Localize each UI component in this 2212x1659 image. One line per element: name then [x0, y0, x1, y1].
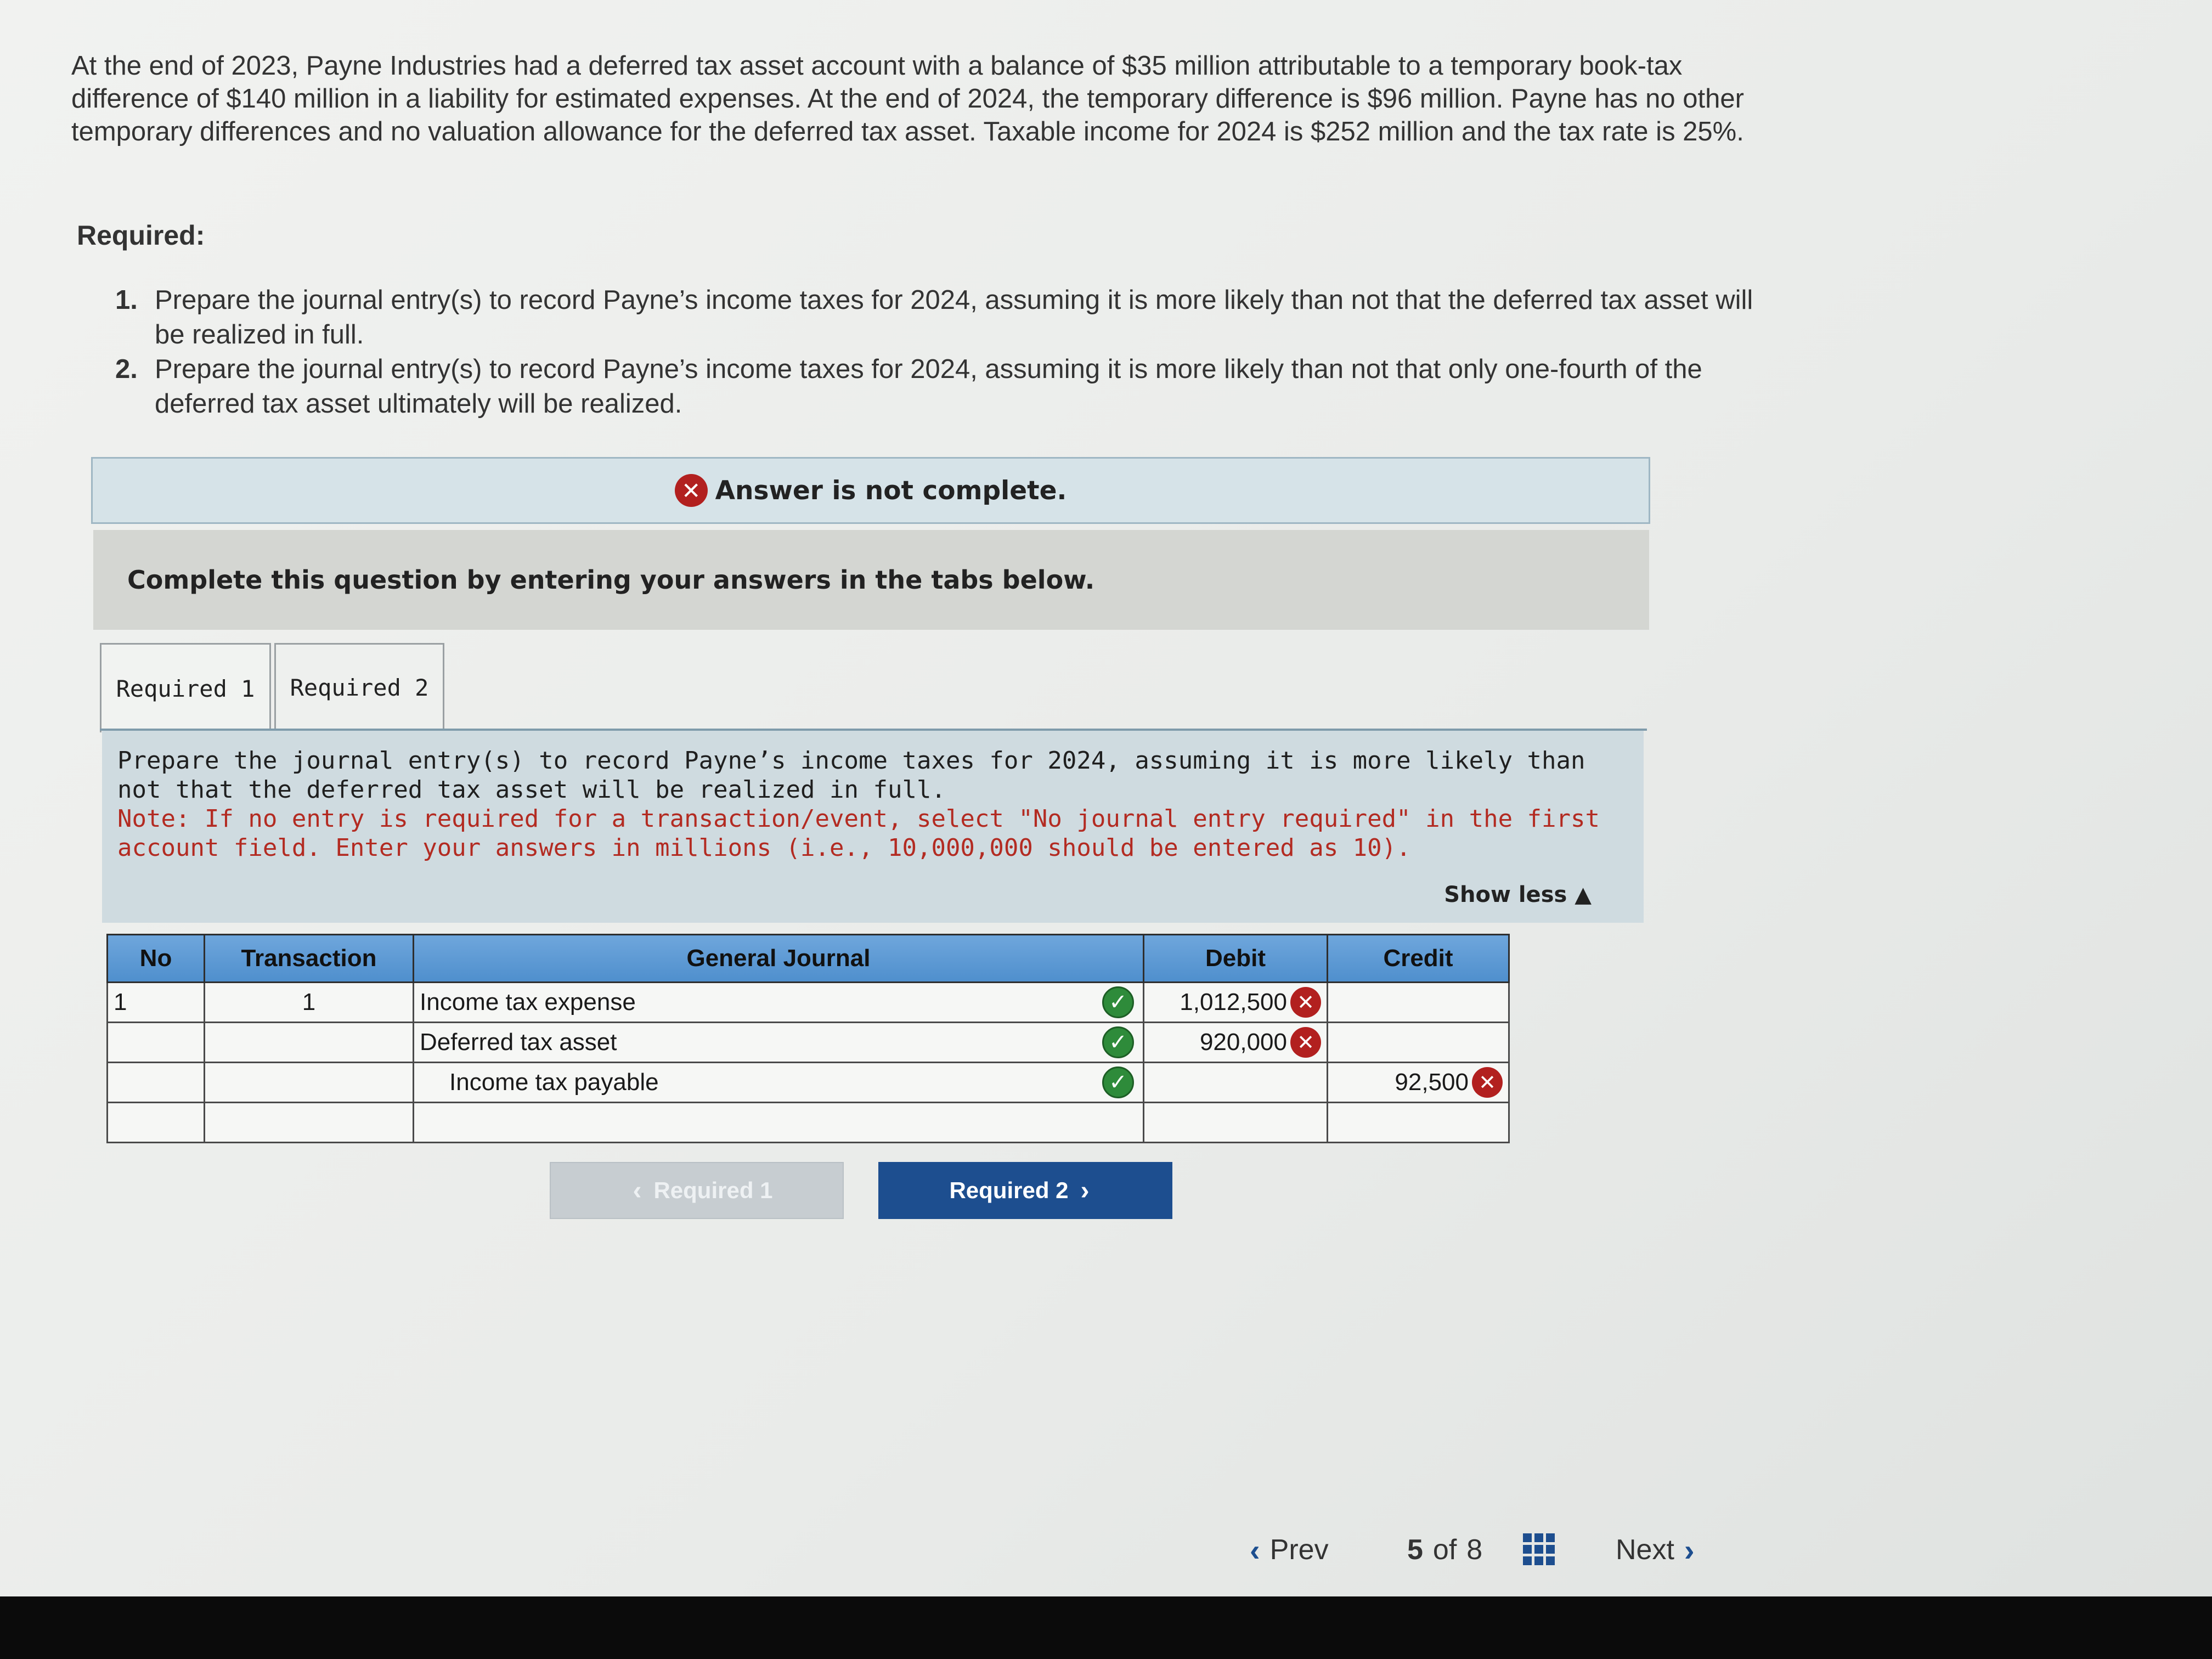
column-header-general-journal: General Journal	[414, 935, 1144, 983]
tab-required-1[interactable]	[100, 643, 271, 732]
debit-input[interactable]	[1144, 1103, 1328, 1143]
prev-question-link[interactable]	[1240, 1525, 1329, 1575]
requirement-text: Prepare the journal entry(s) to record Payne’s income taxes for 2024, assuming it is more likely than not that only one-fourth of the deferred tax asset ultimately will be realized.	[155, 354, 1702, 419]
account-select[interactable]	[414, 1103, 1144, 1143]
journal-table	[106, 934, 1510, 1143]
prompt-note: Note: If no entry is required for a transaction/event, select "No journal entry required" in the first account field. Enter your answers in millions (i.e., 10,000,000 should be entered as 10).	[117, 805, 1600, 862]
instructions-box	[93, 530, 1649, 630]
debit-input[interactable]	[1144, 1023, 1328, 1063]
next-required-button[interactable]	[878, 1162, 1172, 1219]
current-question: 5	[1407, 1534, 1423, 1566]
chevron-right-icon: ›	[1080, 1176, 1090, 1205]
answer-status-banner	[91, 457, 1650, 524]
x-circle-icon: ✕	[1472, 1067, 1503, 1098]
next-question-link[interactable]	[1616, 1525, 1705, 1575]
row-number-cell	[108, 1103, 205, 1143]
screen-bezel	[0, 1596, 2212, 1659]
account-select[interactable]	[414, 1063, 1144, 1103]
debit-input[interactable]	[1144, 983, 1328, 1023]
problem-statement: At the end of 2023, Payne Industries had a deferred tax asset account with a balance of $35 million attributable to a temporary book-tax difference of $140 million in a liability for estimated expenses. At the end of 2024, the temporary difference is $96 million. Payne has no other temporary differences and no valuation allowance for the deferred tax asset. Taxable income for 2024 is $252 million and the tax rate is 25%.	[71, 51, 1744, 146]
account-name: Deferred tax asset	[420, 1029, 617, 1056]
column-header-credit: Credit	[1328, 935, 1509, 983]
tab-label: Required 1	[116, 675, 255, 702]
account-name: Income tax payable	[449, 1069, 659, 1096]
transaction-number-cell: 1	[205, 983, 414, 1023]
x-circle-icon: ✕	[675, 474, 708, 507]
credit-input[interactable]	[1328, 983, 1509, 1023]
credit-input[interactable]	[1328, 1063, 1509, 1103]
table-row	[108, 983, 1509, 1023]
x-circle-icon: ✕	[1290, 987, 1321, 1018]
requirement-text: Prepare the journal entry(s) to record Payne’s income taxes for 2024, assuming it is more likely than not that the deferred tax asset will be realized in full.	[155, 285, 1753, 349]
debit-value: 1,012,500	[1180, 989, 1287, 1015]
prev-label: Prev	[1269, 1534, 1329, 1566]
previous-required-button[interactable]	[550, 1162, 844, 1219]
question-counter	[1407, 1525, 1482, 1575]
grid-icon[interactable]	[1523, 1533, 1555, 1565]
requirements-list	[115, 283, 1788, 421]
chevron-right-icon: ›	[1684, 1532, 1695, 1567]
next-required-label: Required 2	[949, 1177, 1069, 1203]
tab-required-2[interactable]	[274, 643, 444, 731]
transaction-number-cell	[205, 1103, 414, 1143]
transaction-number-cell	[205, 1063, 414, 1103]
column-header-transaction: Transaction	[205, 935, 414, 983]
transaction-number-cell	[205, 1023, 414, 1063]
column-header-no: No	[108, 935, 205, 983]
next-label: Next	[1616, 1534, 1674, 1566]
credit-input[interactable]	[1328, 1103, 1509, 1143]
check-circle-icon: ✓	[1102, 1026, 1134, 1058]
instructions-text: Complete this question by entering your answers in the tabs below.	[127, 565, 1095, 595]
chevron-left-icon: ‹	[1250, 1532, 1260, 1567]
requirement-item	[115, 283, 1788, 352]
credit-value: 92,500	[1395, 1069, 1469, 1096]
required-heading: Required:	[77, 220, 205, 251]
debit-input[interactable]	[1144, 1063, 1328, 1103]
total-questions: 8	[1466, 1534, 1483, 1566]
requirement-item	[115, 352, 1788, 421]
credit-input[interactable]	[1328, 1023, 1509, 1063]
of-label: of	[1432, 1534, 1457, 1566]
requirement-number: 1.	[115, 285, 138, 315]
table-row	[108, 1103, 1509, 1143]
question-prompt	[102, 731, 1644, 923]
account-name: Income tax expense	[420, 989, 636, 1015]
check-circle-icon: ✓	[1102, 986, 1134, 1018]
x-circle-icon: ✕	[1290, 1027, 1321, 1058]
table-row	[108, 1063, 1509, 1103]
chevron-left-icon: ‹	[633, 1176, 642, 1205]
debit-value: 920,000	[1199, 1029, 1287, 1056]
account-select[interactable]	[414, 983, 1144, 1023]
tab-label: Required 2	[290, 674, 429, 701]
row-number-cell	[108, 1023, 205, 1063]
requirement-number: 2.	[115, 354, 138, 384]
show-less-link[interactable]: Show less ▲	[1444, 882, 1592, 907]
account-select[interactable]	[414, 1023, 1144, 1063]
row-number-cell	[108, 1063, 205, 1103]
prompt-text: Prepare the journal entry(s) to record Payne’s income taxes for 2024, assuming it is more likely than not that the deferred tax asset will be realized in full.	[117, 747, 1585, 804]
check-circle-icon: ✓	[1102, 1066, 1134, 1098]
table-row	[108, 1023, 1509, 1063]
previous-required-label: Required 1	[653, 1177, 773, 1203]
table-header-row	[108, 935, 1509, 983]
row-number-cell: 1	[108, 983, 205, 1023]
column-header-debit: Debit	[1144, 935, 1328, 983]
answer-status-text: Answer is not complete.	[715, 475, 1067, 506]
